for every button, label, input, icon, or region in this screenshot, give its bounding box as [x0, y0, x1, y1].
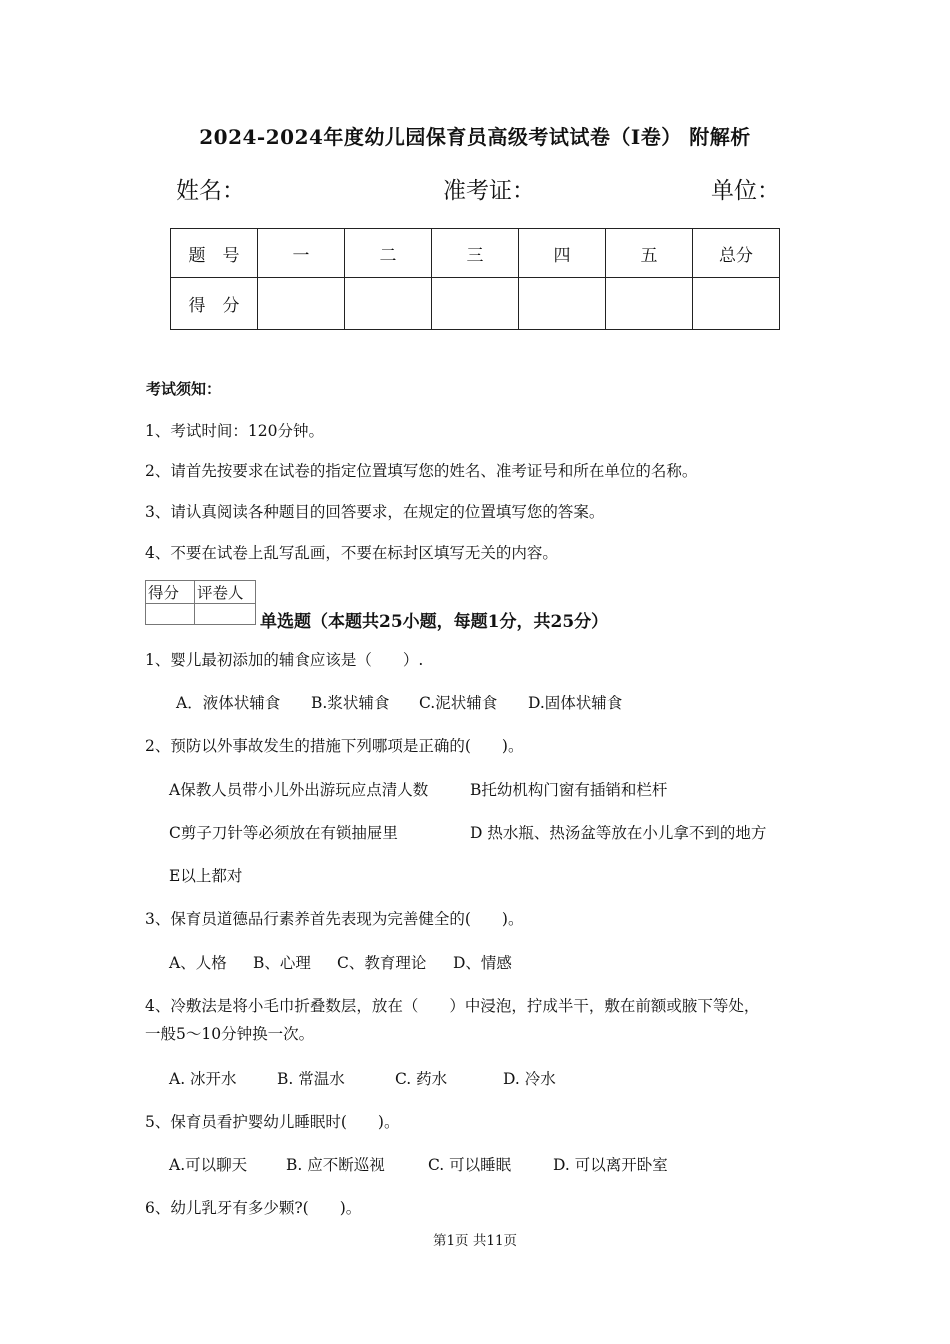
question-4-continued: 一般5～10分钟换一次。 — [145, 1025, 315, 1043]
score-cell-5[interactable] — [606, 278, 693, 330]
score-table-score-row — [171, 278, 780, 330]
section-heading: 单选题（本题共25小题，每题1分，共25分） — [260, 612, 609, 632]
notice-item: 1、考试时间：120分钟。 — [145, 422, 324, 440]
question-3-option-b: B、心理 — [253, 954, 311, 972]
score-table-header-cell: 总分 — [693, 229, 780, 278]
question-2-option-a: A保教人员带小儿外出游玩应点清人数 — [169, 781, 429, 799]
score-cell-1[interactable] — [258, 278, 345, 330]
question-1-option-b: B.浆状辅食 — [311, 694, 390, 712]
question-4-option-b: B. 常温水 — [277, 1070, 345, 1088]
question-1: 1、婴儿最初添加的辅食应该是（ ）. — [145, 651, 424, 669]
question-1-option-d: D.固体状辅食 — [528, 694, 623, 712]
question-1-option-a: A．液体状辅食 — [176, 694, 281, 712]
question-4-option-d: D. 冷水 — [503, 1070, 556, 1088]
score-table-header-row — [171, 229, 780, 278]
question-5-option-a: A.可以聊天 — [169, 1156, 248, 1174]
question-2-option-b: B托幼机构门窗有插销和栏杆 — [470, 781, 668, 799]
exam-id-label: 准考证： — [443, 178, 535, 204]
score-table-header-cell: 四 — [519, 229, 606, 278]
notice-item: 2、请首先按要求在试卷的指定位置填写您的姓名、准考证号和所在单位的名称。 — [145, 462, 698, 480]
question-5-option-c: C. 可以睡眠 — [428, 1156, 512, 1174]
question-4: 4、冷敷法是将小毛巾折叠数层，放在（ ）中浸泡，拧成半干，敷在前额或腋下等处， — [145, 997, 760, 1015]
question-2-option-c: C剪子刀针等必须放在有锁抽屉里 — [169, 824, 398, 842]
score-table-header-cell: 二 — [345, 229, 432, 278]
grader-score-label: 得分 — [146, 581, 195, 604]
score-table — [170, 228, 780, 330]
page-footer: 第1页 共11页 — [432, 1233, 518, 1249]
notice-heading: 考试须知： — [146, 380, 222, 398]
question-1-option-c: C.泥状辅食 — [419, 694, 498, 712]
question-6: 6、幼儿乳牙有多少颗?( )。 — [145, 1199, 362, 1217]
score-table-header-cell: 一 — [258, 229, 345, 278]
notice-item: 3、请认真阅读各种题目的回答要求，在规定的位置填写您的答案。 — [145, 503, 605, 521]
question-5-option-d: D. 可以离开卧室 — [553, 1156, 668, 1174]
grader-score-cell[interactable] — [146, 604, 195, 625]
score-cell-2[interactable] — [345, 278, 432, 330]
question-4-option-a: A. 冰开水 — [169, 1070, 237, 1088]
score-cell-4[interactable] — [519, 278, 606, 330]
score-cell-total[interactable] — [693, 278, 780, 330]
score-row-label: 得 分 — [171, 278, 258, 330]
score-table-header-cell: 三 — [432, 229, 519, 278]
grader-reviewer-label: 评卷人 — [195, 581, 256, 604]
question-4-option-c: C. 药水 — [395, 1070, 448, 1088]
question-2-option-e: E以上都对 — [169, 867, 243, 885]
question-3-option-a: A、人格 — [169, 954, 227, 972]
question-3-option-c: C、教育理论 — [337, 954, 427, 972]
question-5: 5、保育员看护婴幼儿睡眠时( )。 — [145, 1113, 400, 1131]
score-table-header-cell: 题 号 — [171, 229, 258, 278]
name-label: 姓名： — [176, 178, 245, 204]
unit-label: 单位： — [711, 178, 780, 204]
question-3: 3、保育员道德品行素养首先表现为完善健全的( )。 — [145, 910, 524, 928]
exam-title: 2024-2024年度幼儿园保育员高级考试试卷（I卷） 附解析 — [199, 125, 751, 149]
question-5-option-b: B. 应不断巡视 — [286, 1156, 385, 1174]
score-cell-3[interactable] — [432, 278, 519, 330]
notice-item: 4、不要在试卷上乱写乱画，不要在标封区填写无关的内容。 — [145, 544, 558, 562]
score-table-header-cell: 五 — [606, 229, 693, 278]
question-2-option-d: D 热水瓶、热汤盆等放在小儿拿不到的地方 — [470, 824, 767, 842]
grader-reviewer-cell[interactable] — [195, 604, 256, 625]
question-2: 2、预防以外事故发生的措施下列哪项是正确的( )。 — [145, 737, 524, 755]
grader-box — [145, 580, 256, 625]
question-3-option-d: D、情感 — [453, 954, 512, 972]
